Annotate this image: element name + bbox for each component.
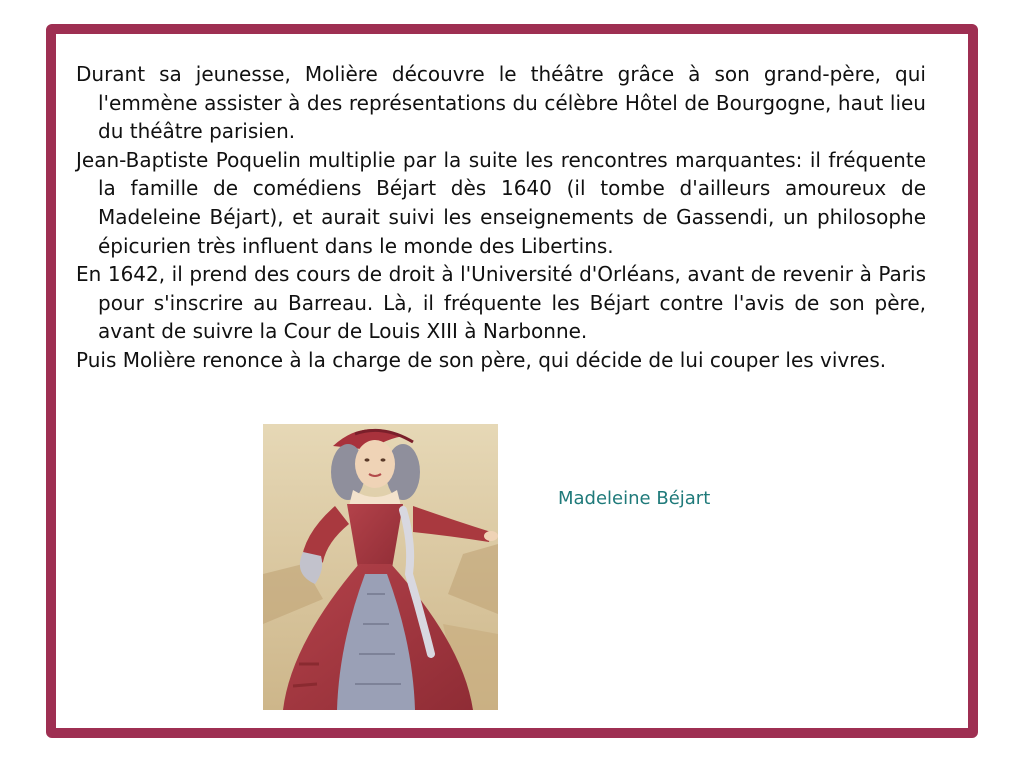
paragraph-renouncement: Puis Molière renonce à la charge de son père, qui décide de lui couper les vivres.: [76, 347, 887, 372]
body-text: [76, 60, 926, 375]
portrait-illustration: [263, 424, 498, 710]
paragraph-studies: En 1642, il prend des cours de droit à l'Université d'Orléans, avant de revenir à Paris pour s'inscrire au Barreau. Là, il fréquente les Béjart contre l'avis de son père, avant de suivre la Cour de Louis XIII à Narbonne.: [76, 262, 926, 344]
paragraph-youth: Durant sa jeunesse, Molière découvre le théâtre grâce à son grand-père, qui l'emmène assister à des représentations du célèbre Hôtel de Bourgogne, haut lieu du théâtre parisien.: [76, 62, 926, 144]
paragraph-encounters: Jean-Baptiste Poquelin multiplie par la suite les rencontres marquantes: il fréquente la famille de comédiens Béjart dès 1640 (il tombe d'ailleurs amoureux de Madeleine Béjart), et aurait suivi les enseignements de Gassendi, un philosophe épicurien très influent dans le monde des Libertins.: [76, 147, 926, 258]
madeleine-bejart-portrait: [263, 424, 498, 710]
portrait-caption: Madeleine Béjart: [558, 488, 711, 509]
